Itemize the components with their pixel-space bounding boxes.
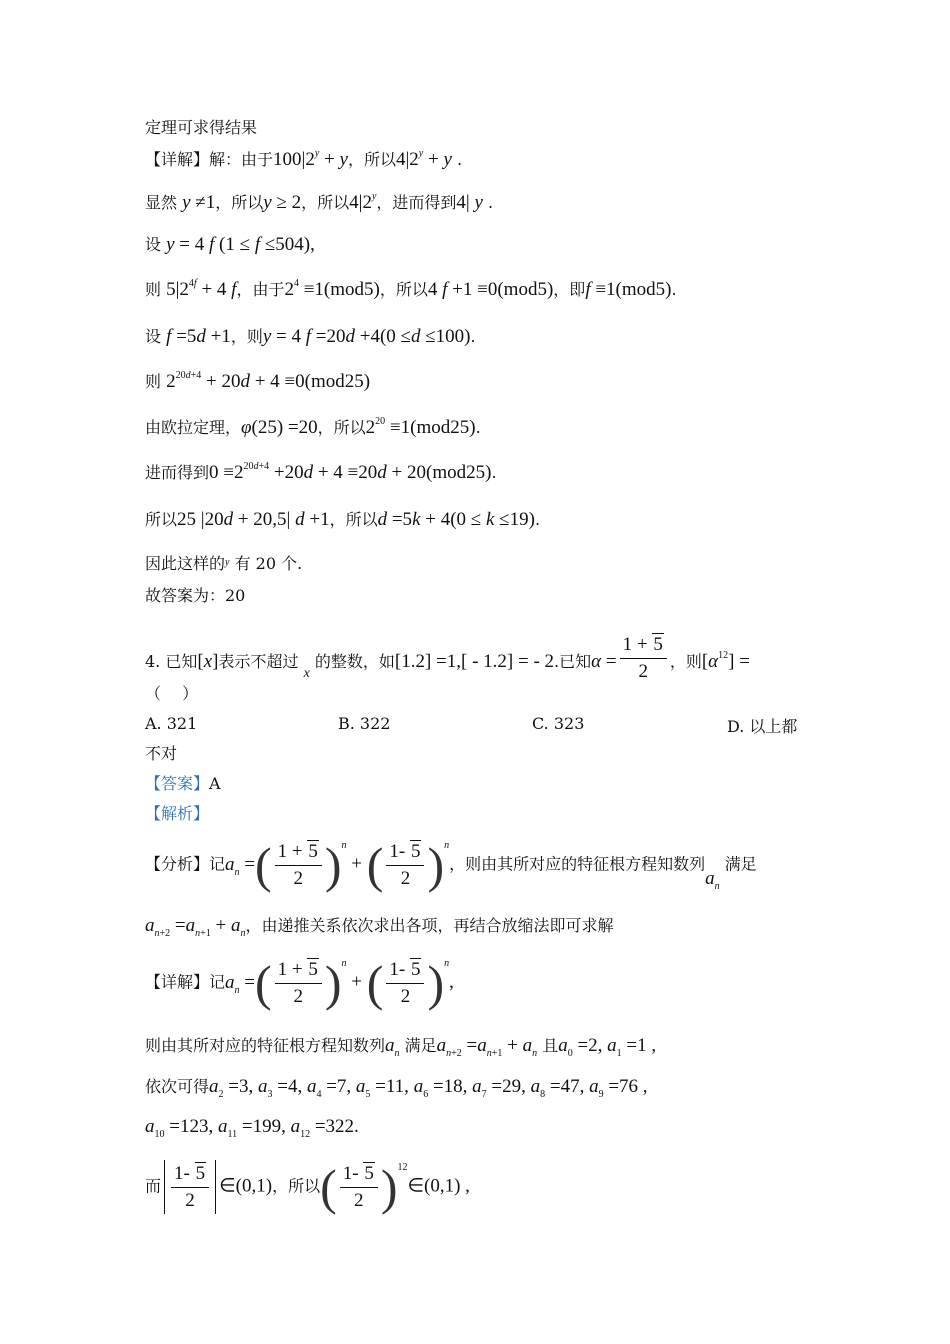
analysis-label: 【解析】 <box>145 804 210 823</box>
text-line: 设 f =5d +1，则y = 4 f =20d +4(0 ≤d ≤100). <box>145 326 476 347</box>
text-line: 所以25 |20d + 20,5| d +1，所以d =5k + 4(0 ≤ k ≤19). <box>145 509 541 530</box>
option-a: A. 321 <box>145 714 198 733</box>
option-c: C. 323 <box>532 714 585 733</box>
text-line: 进而得到$0 \equiv 2^{20d+4} +20d + 4 \equiv 20d + 20(mod25)$. <box>145 461 497 483</box>
answer-line: 【答案】A <box>145 774 221 793</box>
text-line: 由欧拉定理，φ(25) =20，所以$2^{20} \equiv 1(mod25)$. <box>145 416 481 438</box>
detail-line-3: 依次可得$a_2 =3$, $a_3 =4$, $a_4 =7$, $a_5 =11$, $a_6 =18$, $a_7 =29$, $a_8 =47$, $a_9 =76$ , <box>145 1076 648 1100</box>
detail-line-2: 则由其所对应的特征根方程知数列$a_n$ 满足$a_{n+2} =a_{n+1} + a_n$ 且$a_0 =2$, $a_1 =1$ , <box>145 1035 657 1059</box>
detail-line-5: 而 $\frac{1- 5}{2}$ ∈(0,1)，所以( $\frac{1- 5}{2}$ )$^{12}$∈(0,1) , <box>145 1159 470 1215</box>
text-line: 显然 y ≠1，所以y ≥ 2，所以4|2$^y$，进而得到4| y . <box>145 191 494 213</box>
detail-line: 【详解】记$a_n$ =( $\frac{1 + 5}{2}$ )$^n$ + ( $\frac{1- 5}{2}$ )$^n$, <box>145 955 454 1011</box>
text-line: 因此这样的$^y$ 有 20 个. <box>145 554 303 573</box>
analysis-line-2: $a_{n+2} =a_{n+1} + a_n$，由递推关系依次求出各项，再结合放缩法即可求解 <box>145 915 614 939</box>
text-line: 设 y = 4 f (1 ≤ f ≤504), <box>145 234 315 255</box>
text-line: 则 $5|2^{4f} + 4$ f，由于$2^4 \equiv 1(mod5)$，所以4 f +1 ≡0(mod5)，即f ≡1(mod5). <box>145 278 677 300</box>
text-line: 故答案为：20 <box>145 586 246 605</box>
option-b: B. 322 <box>338 714 391 733</box>
text-line: 【详解】解：由于$100|2^y + y$，所以$4|2^y + y$ . <box>145 148 463 170</box>
analysis-line: 【分析】记$a_n$ =( $\frac{1 + 5}{2}$ )$^n$ + ( $\frac{1- 5}{2}$ )$^n$，则由其所对应的特征根方程知数列$a_n$ 满足 <box>145 837 757 893</box>
option-d: D. 以上都 <box>727 717 798 736</box>
question-stem: 4. 已知[x]表示不超过 x 的整数，如[1.2] =1,[ - 1.2] = - 2.已知α = $\frac{1 + 5}{2}$ ，则$[\alpha^{12}]$ = <box>145 634 750 682</box>
question-paren: （ ） <box>145 684 199 703</box>
text-line: 定理可求得结果 <box>145 118 258 137</box>
option-d-cont: 不对 <box>145 744 178 763</box>
detail-line-4: $a_{10} =123$, $a_{11} =199$, $a_{12} =322$. <box>145 1116 359 1140</box>
text-line: 则 $2^{20d+4} + 20d + 4 \equiv 0(mod25)$ <box>145 370 371 392</box>
